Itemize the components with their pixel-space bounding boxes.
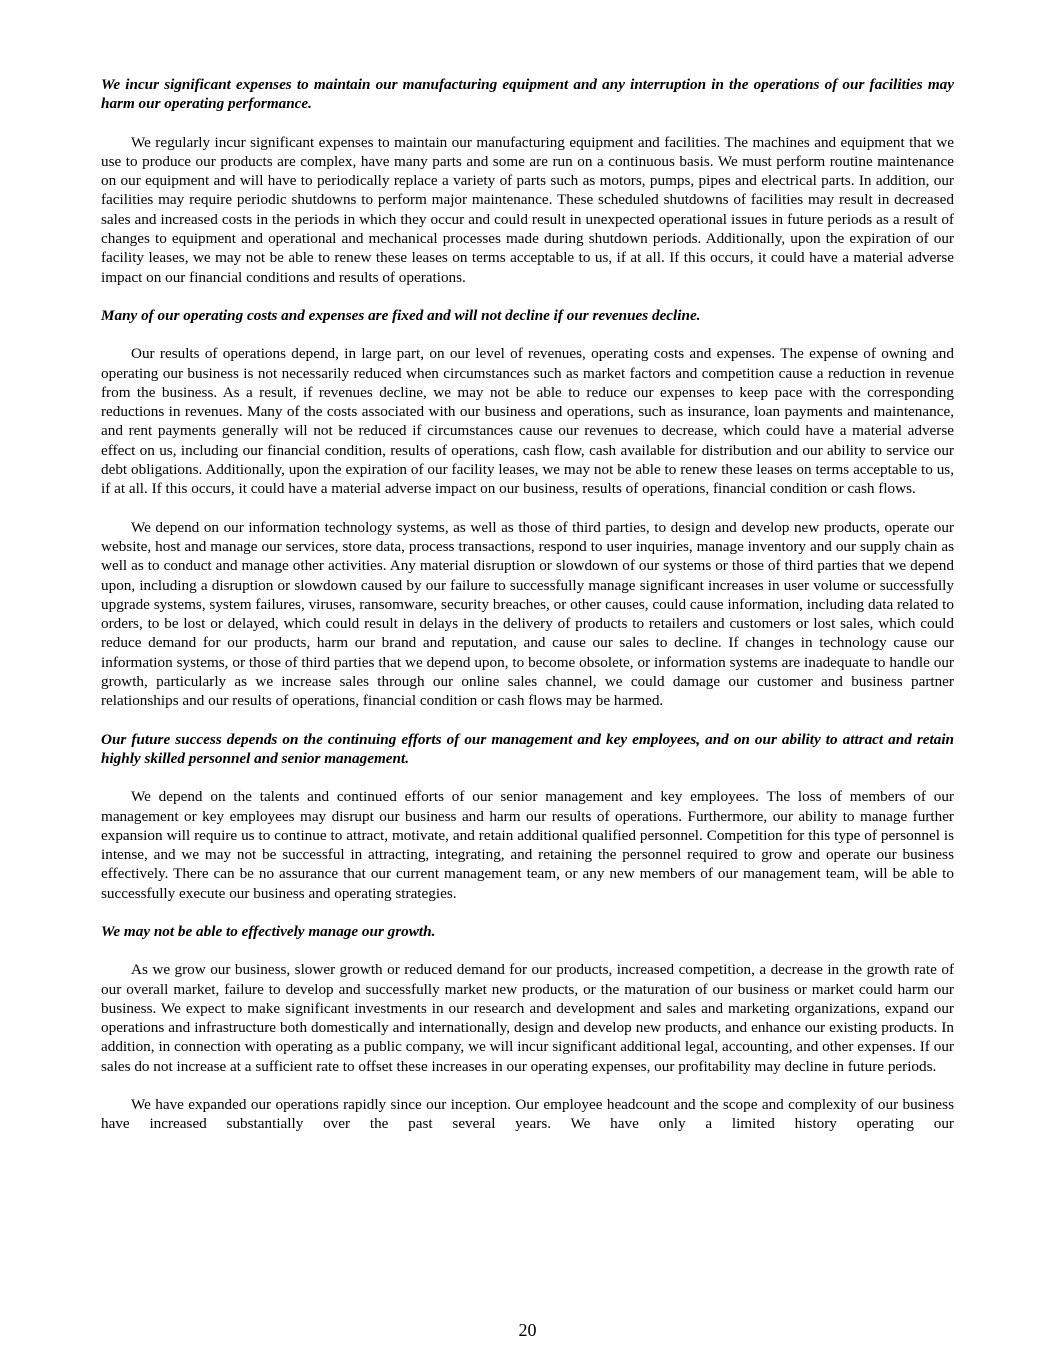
- paragraph: As we grow our business, slower growth or reduced demand for our products, increased competition, a decrease in the growth rate of our overall market, failure to develop and successfully market new products, or the maturation of our business or market could harm our business. We expect to make significant investments in our research and development and sales and marketing organizations, expand our operations and infrastructure both domestically and internationally, design and develop new products, and enhance our existing products. In addition, in connection with operating as a public company, we will incur significant additional legal, accounting, and other expenses. If our sales do not increase at a sufficient rate to offset these increases in our operating expenses, our profitability may decline in future periods.: [101, 961, 954, 1075]
- paragraph: We depend on the talents and continued efforts of our senior management and key employees. The loss of members of our management or key employees may disrupt our business and harm our results of operations. Furthermore, our ability to manage further expansion will require us to continue to attract, motivate, and retain additional qualified personnel. Competition for this type of personnel is intense, and we may not be successful in attracting, integrating, and retaining the personnel required to grow and operate our business effectively. There can be no assurance that our current management team, or any new members of our management team, will be able to successfully execute our business and operating strategies.: [101, 788, 954, 902]
- paragraph: We regularly incur significant expenses to maintain our manufacturing equipment and facilities. The machines and equipment that we use to produce our products are complex, have many parts and some are run on a continuous basis. We must perform routine maintenance on our equipment and will have to periodically replace a variety of parts such as motors, pumps, pipes and electrical parts. In addition, our facilities may require periodic shutdowns to perform major maintenance. These scheduled shutdowns of facilities may result in decreased sales and increased costs in the periods in which they occur and could result in unexpected operational issues in future periods as a result of changes to equipment and operational and mechanical processes made during shutdown periods. Additionally, upon the expiration of our facility leases, we may not be able to renew these leases on terms acceptable to us, if at all. If this occurs, it could have a material adverse impact on our financial conditions and results of operations.: [101, 133, 954, 286]
- section-heading-fixed-costs: Many of our operating costs and expenses are fixed and will not decline if our revenues decline.: [101, 306, 701, 324]
- section-heading-equipment: We incur significant expenses to maintain our manufacturing equipment and any interruption in the operations of our facilities may harm our operating performance.: [101, 76, 954, 113]
- paragraph: We depend on our information technology systems, as well as those of third parties, to design and develop new products, operate our website, host and manage our services, store data, process transactions, respond to user inquiries, manage inventory and our supply chain as well as to conduct and manage other activities. Any material disruption or slowdown of our systems or those of third parties that we depend upon, including a disruption or slowdown caused by our failure to successfully manage significant increases in user volume or successfully upgrade systems, system failures, viruses, ransomware, security breaches, or other causes, could cause information, including data related to orders, to be lost or delayed, which could result in delays in the delivery of products to retailers and customers or lost sales, which could reduce demand for our products, harm our brand and reputation, and cause our sales to decline. If changes in technology cause our information systems, or those of third parties that we depend upon, to become obsolete, or information systems are inadequate to handle our growth, particularly as we increase sales through our online sales channel, we could damage our customer and business partner relationships and our results of operations, financial condition or cash flows may be harmed.: [101, 518, 954, 710]
- paragraph: Our results of operations depend, in large part, on our level of revenues, operating costs and expenses. The expense of owning and operating our business is not necessarily reduced when circumstances such as market factors and competition cause a reduction in revenue from the business. As a result, if revenues decline, we may not be able to reduce our expenses to keep pace with the corresponding reductions in revenues. Many of the costs associated with our business and operations, such as insurance, loan payments and maintenance, and rent payments generally will not be reduced if circumstances cause our revenues to decrease, which could have a material adverse effect on us, including our financial condition, results of operations, cash flow, cash available for distribution and our ability to service our debt obligations. Additionally, upon the expiration of our facility leases, we may not be able to renew these leases on terms acceptable to us, if at all. If this occurs, it could have a material adverse impact on our business, results of operations, financial condition or cash flows.: [101, 345, 954, 498]
- section-heading-growth: We may not be able to effectively manage our growth.: [101, 922, 436, 940]
- paragraph: We have expanded our operations rapidly since our inception. Our employee headcount and the scope and complexity of our business have increased substantially over the past several years. We have only a limited history operating our: [101, 1096, 954, 1133]
- section-heading-management: Our future success depends on the continuing efforts of our management and key employees, and on our ability to attract and retain highly skilled personnel and senior management.: [101, 730, 954, 767]
- document-body: [101, 75, 954, 1153]
- page-number: 20: [518, 1320, 537, 1340]
